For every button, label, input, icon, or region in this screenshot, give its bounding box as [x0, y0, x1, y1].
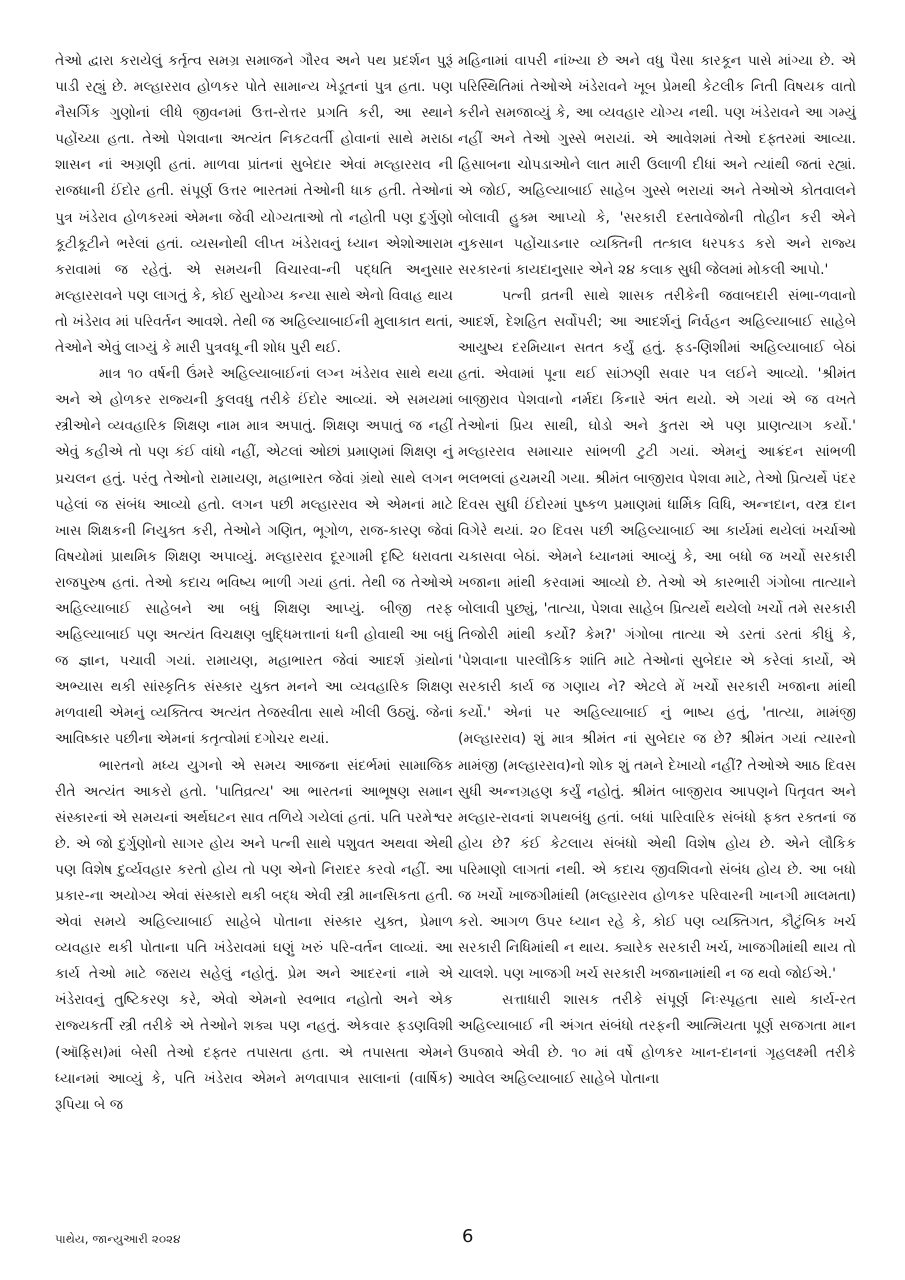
left-column: [55, 48, 453, 1118]
page-number: 6: [462, 1226, 474, 1247]
right-paragraph-2: પત્ની વ્રતની સાથે શાસક તરીકેની જવાબદારી સંભા-ળવાનો આદર્શ, દેશહિત સર્વોપરી; આ આદર્શનું નિર્વહન અહિલ્યાબાઈ સાહેબે આયુષ્ય દરમિયાન સતત કર્યું હતું. ફડ-ણિશીમાં અહિલ્યાબાઈ બેઠાં હતાં. એવામાં પૂના થઈ સાંઝણી સવાર પત્ર લઈને આવ્યો. 'શ્રીમંત બાજીરાવ પેશવાનો નર્મદા કિનારે અંત થયો. એ ગયાં એ જ વખતે તેઓનાં પ્રિય સાથી, ઘોડો અને કુતરા એ પણ પ્રાણત્યાગ કર્યો.' મલ્હારરાવ સમાચાર સાંભળી ટુટી ગયાં. એમનું આક્રંદન સાંભળી ભલભલાં હચમચી ગયા. શ્રીમંત બાજીરાવ પેશવા માટે, તેઓ પ્રિત્યર્થે પંદર દિવસ સુધી ઈંદોરમાં પુષ્કળ પ્રમાણમાં ધાર્મિક વિધિ, અન્નદાન, વસ્ત્ર દાન વિગેરે થયાં. ૨૦ દિવસ પછી અહિલ્યાબાઈ આ કાર્યમાં થયેલાં ખર્ચાઓ ચકાસવા બેઠાં. એમને ધ્યાનમાં આવ્યું કે, આ બધો જ ખર્ચો સરકારી ખજાના માંથી કરવામાં આવ્યો છે. તેઓ એ કારભારી ગંગોબા તાત્યાને બોલાવી પુછ્યું, 'તાત્યા, પેશવા સાહેબ પ્રિત્યર્થે થયેલો ખર્ચો તમે સરકારી તિજોરી માંથી કર્યો? કેમ?' ગંગોબા તાત્યા એ ડરતાં ડરતાં કીધું કે, 'પેશવાના પારલૌકિક શાંતિ માટે તેઓનાં સુબેદાર એ કરેલાં કાર્યો, એ સરકારી કાર્ય જ ગણાય ને? એટલે મેં ખર્ચો સરકારી ખજાના માંથી કર્યો.' એનાં પર અહિલ્યાબાઈ નું ભાષ્ય હતું, 'તાત્યા, મામંજી (મલ્હારરાવ) શું માત્ર શ્રીમંત નાં સુબેદાર જ છે? શ્રીમંત ગયાં ત્યારનો મામંજી (મલ્હારરાવ)નો શોક શું તમને દેખાયો નહીં? તેઓએ આઠ દિવસ સુધી અન્નગ્રહણ કર્યું નહોતું. શ્રીમંત બાજીરાવ આપણને પિતૃવત અને મલ્હાર-રાવનાં શપથબંધુ હતાં. બધાં પારિવારિક સંબંધો ફક્ત રક્તનાં જ હોય છે? કંઈ કેટલાય સંબંધો એથી વિશેષ હોય છે. એને લૌકિક પરિમાણો લાગતાં નથી. એ કદાચ જીવશિવનો સંબંધ હોય છે. આ બધો જ ખર્ચો ખાજગીમાંથી (મલ્હારરાવ હોળકર પરિવારની ખાનગી માલમતા) કરો. આગળ ઉપર ધ્યાન રહે કે, કોઈ પણ વ્યક્તિગત, કૌટુંબિક ખર્ચ સરકારી નિધિમાંથી ન થાય. ક્યારેક સરકારી ખર્ચ, ખાજગીમાંથી થાય તો ચાલશે. પણ ખાજગી ખર્ચ સરકારી ખજાનામાંથી ન જ થવો જોઈએ.': [458, 287, 856, 983]
left-paragraph-3: ભારતનો મધ્ય યુગનો એ સમય આજના સંદર્ભમાં સામાજિક રીતે અત્યંત આકરો હતો. 'પાતિવ્રત્ય' આ ભારતનાં આભૂષણ સમાન સંસ્કારનાં એ સમયનાં અર્થઘટન સાવ તળિયે ગયેલાં હતાં. પતિ પરમેશ્વર છે. એ જો દુર્ગુણોનો સાગર હોય અને પત્ની સાથે પશુવત અથવા એથી પણ વિશેષ દુર્વ્યવહાર કરતો હોય તો પણ એનો નિરાદર કરવો નહીં. આ પ્રકાર-ના અયોગ્ય એવાં સંસ્કારો થકી બદ્ધ એવી સ્ત્રી માનસિકતા હતી. એવાં સમયે અહિલ્યાબાઈ સાહેબે પોતાના સંસ્કાર યુક્ત, પ્રેમાળ વ્યવહાર થકી પોતાના પતિ ખંડેરાવમાં ઘણું ખરું પરિ-વર્તન લાવ્યાં. આ કાર્ય તેઓ માટે જરાય સહેલું નહોતું. પ્રેમ અને આદરનાં નામે એ ખંડેરાવનું તુષ્ટિકરણ કરે, એવો એમનો સ્વભાવ નહોતો અને એક રાજ્યકર્તી સ્ત્રી તરીકે એ તેઓને શક્ય પણ નહતું. એકવાર ફડણવિશી (ઑફિસ)માં બેસી તેઓ દફ્તર તપાસતા હતા. એ તપાસતા એમને ધ્યાનમાં આવ્યું કે, પતિ ખંડેરાવ એમને મળવાપાત્ર સાલાનાં (વાર્ષિક) રૂપિયા બે જ: [55, 757, 453, 1113]
column-gutter: [448, 50, 449, 1210]
left-paragraph-1: તેઓ દ્વારા કરાયેલું કર્તૃત્વ સમગ્ર સમાજને ગૌરવ અને પથ પ્રદર્શન પુરૂં પાડી રહ્યું છે. મલ્હારરાવ હોળકર પોતે સામાન્ય ખેડૂતનાં પુત્ર હતા. પણ નૈસર્ગિક ગુણોનાં લીધે જીવનમાં ઉત્ત-રોત્તર પ્રગતિ કરી, આ સ્થાને પહોંચ્યા હતા. તેઓ પેશવાના અત્યંત નિકટવર્તી હોવાનાં સાથે મરાઠા શાસન નાં અગ્રણી હતાં. માળવા પ્રાંતનાં સુબેદાર એવાં મલ્હારરાવ ની રાજધાની ઈંદોર હતી. સંપૂર્ણ ઉત્તર ભારતમાં તેઓની ધાક હતી. તેઓનાં પુત્ર ખંડેરાવ હોળકરમાં એમના જેવી યોગ્યતાઓ તો નહોતી પણ દુર્ગુણો કૂટીકૂટીને ભરેલાં હતાં. વ્યસનોથી લીપ્ત ખંડેરાવનું ધ્યાન એશોઆરામ કરાવામાં જ રહેતું. એ સમયની વિચારવા-ની પદ્ધતિ અનુસાર મલ્હારરાવને પણ લાગતું કે, કોઈ સુયોગ્ય કન્યા સાથે એનો વિવાહ થાય તો ખંડેરાવ માં પરિવર્તન આવશે. તેથી જ અહિલ્યાબાઈની મુલાકાત થતાં, તેઓને એવું લાગ્યું કે મારી પુત્રવધૂ ની શોધ પુરી થઈ.: [55, 53, 453, 357]
publication-footer: પાથેય, જાન્યુઆરી ૨૦૨૪: [55, 1232, 181, 1246]
right-paragraph-3: સત્તાધારી શાસક તરીકે સંપૂર્ણ નિઃસ્પૃહતા સાથે કાર્ય-રત અહિલ્યાબાઈ ની અંગત સંબંધો તરફની આત્મિયતા પૂર્ણ સજગતા માન ઉપજાવે એવી છે. ૧૦ માં વર્ષે હોળકર ખાન-દાનનાં ગૃહલક્ષ્મી તરીકે આવેલ અહિલ્યાબાઈ સાહેબે પોતાના: [458, 992, 856, 1087]
right-column: [458, 48, 856, 1092]
right-paragraph-1: મહિનામાં વાપરી નાંખ્યા છે અને વધુ પૈસા કારકૂન પાસે માંગ્યા છે. એ પરિસ્થિતિમાં તેઓએ ખંડેરાવને ખૂબ પ્રેમથી કેટલીક નિતી વિષયક વાતો કરીને સમજાવ્યું કે, આ વ્યવહાર યોગ્ય નથી. પણ ખંડેરાવને આ ગમ્યું નહીં અને તેઓ ગુસ્સે ભરાયાં. એ આવેશમાં તેઓ દફ્તરમાં આવ્યા. હિસાબના ચોપડાઓને લાત મારી ઉલાળી દીધાં અને ત્યાંથી જતાં રહ્યાં. એ જોઈ, અહિલ્યાબાઈ સાહેબ ગુસ્સે ભરાયાં અને તેઓએ કોતવાલને બોલાવી હુક્મ આપ્યો કે, 'સરકારી દસ્તાવેજોની તોહીન કરી એને નુકસાન પહોંચાડનાર વ્યક્તિની તત્કાલ ધરપકડ કરો અને રાજ્ય સરકારનાં કાયદાનુસાર એને ૨૪ કલાક સુધી જેલમાં મોકલી આપો.': [458, 53, 856, 278]
left-paragraph-2: માત્ર ૧૦ વર્ષની ઉંમરે અહિલ્યાબાઈનાં લગ્ન ખંડેરાવ સાથે થયા અને એ હોળકર રાજ્યની કુલવધુ તરીકે ઈંદોર આવ્યાં. એ સમયમાં સ્ત્રીઓને વ્યવહારિક શિક્ષણ નામ માત્ર અપાતું. શિક્ષણ અપાતું જ નહીં એવું કહીએ તો પણ કંઈ વાંધો નહીં, એટલાં ઓછાં પ્રમાણમાં શિક્ષણ નું પ્રચલન હતું. પરંતુ તેઓનો રામાયણ, મહાભારત જેવાં ગ્રંથો સાથે લગન પહેલાં જ સંબંધ આવ્યો હતો. લગન પછી મલ્હારરાવ એ એમનાં માટે ખાસ શિક્ષકની નિયુક્ત કરી, તેઓને ગણિત, ભૂગોળ, રાજ-કારણ જેવાં વિષયોમાં પ્રાથમિક શિક્ષણ અપાવ્યું. મલ્હારરાવ દૂરગામી દૃષ્ટિ ધરાવતા રાજપુરુષ હતાં. તેઓ કદાચ ભવિષ્ય ભાળી ગયાં હતાં. તેથી જ તેઓએ અહિલ્યાબાઈ સાહેબને આ બધું શિક્ષણ આપ્યું. બીજી તરફ અહિલ્યાબાઈ પણ અત્યંત વિચક્ષણ બુદ્ધિમત્તાનાં ધની હોવાથી આ બધું જ જ્ઞાન, પચાવી ગયાં. રામાયણ, મહાભારત જેવાં આદર્શ ગ્રંથોનાં અભ્યાસ થકી સાંસ્કૃતિક સંસ્કાર યુક્ત મનને આ વ્યવહારિક શિક્ષણ મળવાથી એમનું વ્યક્તિત્વ અત્યંત તેજસ્વીતા સાથે ખીલી ઉઠ્યું. જેનાં આવિષ્કાર પછીના એમનાં કતૃત્વોમાં દગોચર થયાં.: [55, 366, 453, 748]
